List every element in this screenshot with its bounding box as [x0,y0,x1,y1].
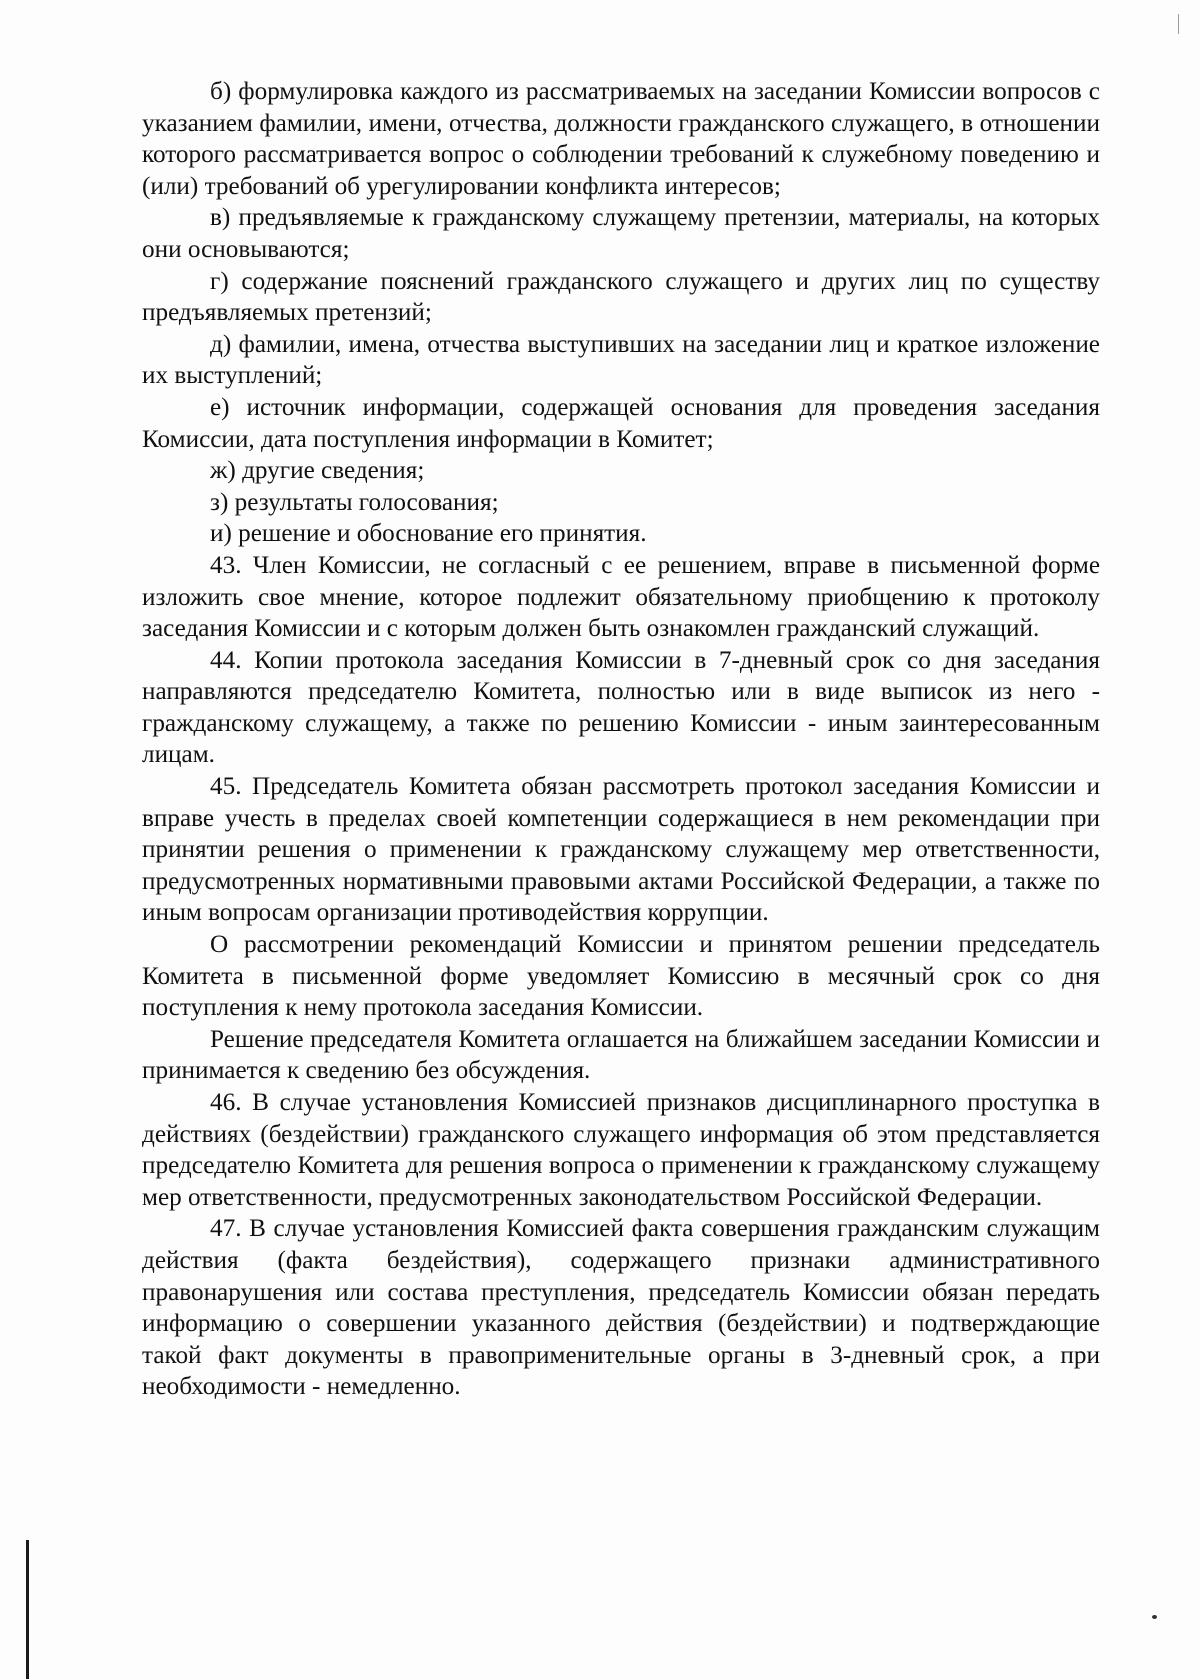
scan-edge-mark [1178,14,1179,34]
paragraph-45: 45. Председатель Комитета обязан рассмотреть протокол заседания Комиссии и вправе учесть в пределах своей компетенции содержащиеся в нем рекомендации при принятии решения о применении к гражданскому служащему мер ответственности, предусмотренных нормативными правовыми актами Российской Федерации, а также по иным вопросам организации противодействия коррупции. [142,773,1100,927]
paragraph-b: б) формулировка каждого из рассматриваемых на заседании Комиссии вопросов с указанием фамилии, имени, отчества, должности гражданского служащего, в отношении которого рассматривается вопрос о соблюдении требований к служебному поведению и (или) требований об урегулировании конфликта интересов; [142,78,1100,200]
paragraph-z: з) результаты голосования; [210,488,499,516]
scan-speck [1152,1615,1157,1619]
paragraph-43: 43. Член Комиссии, не согласный с ее решением, вправе в письменной форме изложить свое мнение, которое подлежит обязательному приобщению к протоколу заседания Комиссии и с которым должен быть ознакомлен гражданский служащий. [142,551,1100,643]
paragraph-d: д) фамилии, имена, отчества выступивших на заседании лиц и краткое изложение их выступлений; [142,330,1100,390]
paragraph-i: и) решение и обоснование его принятия. [210,520,647,548]
paragraph-zh: ж) другие сведения; [210,457,425,485]
scan-edge-shadow [26,1540,29,1679]
paragraph-47: 47. В случае установления Комиссией факта совершения гражданским служащим действия (факта бездействия), содержащего признаки административного правонарушения или состава преступления, председатель Комиссии обязан передать информацию о совершении указанного действия (бездействии) и подтверждающие такой факт документы в правоприменительные органы в 3-дневный срок, а при необходимости - немедленно. [142,1215,1100,1401]
paragraph-46: 46. В случае установления Комиссией признаков дисциплинарного проступка в действиях (бездействии) гражданского служащего информация об этом представляется председателю Комитета для решения вопроса о применении к гражданскому служащему мер ответственности, предусмотренных законодательством Российской Федерации. [142,1089,1100,1211]
paragraph-45-decision: Решение председателя Комитета оглашается на ближайшем заседании Комиссии и принимается к сведению без обсуждения. [142,1025,1100,1085]
paragraph-44: 44. Копии протокола заседания Комиссии в 7-дневный срок со дня заседания направляются председателю Комитета, полностью или в виде выписок из него - гражданскому служащему, а также по решению Комиссии - иным заинтересованным лицам. [142,646,1100,769]
paragraph-45-notice: О рассмотрении рекомендаций Комиссии и принятом решении председатель Комитета в письменной форме уведомляет Комиссию в месячный срок со дня поступления к нему протокола заседания Комиссии. [142,931,1100,1022]
paragraph-v: в) предъявляемые к гражданскому служащему претензии, материалы, на которых они основываются; [142,204,1100,263]
paragraph-g: г) содержание пояснений гражданского служащего и других лиц по существу предъявляемых претензий; [142,267,1100,327]
paragraph-e: е) источник информации, содержащей основания для проведения заседания Комиссии, дата поступления информации в Комитет; [142,393,1100,453]
document-body [142,76,1100,1403]
